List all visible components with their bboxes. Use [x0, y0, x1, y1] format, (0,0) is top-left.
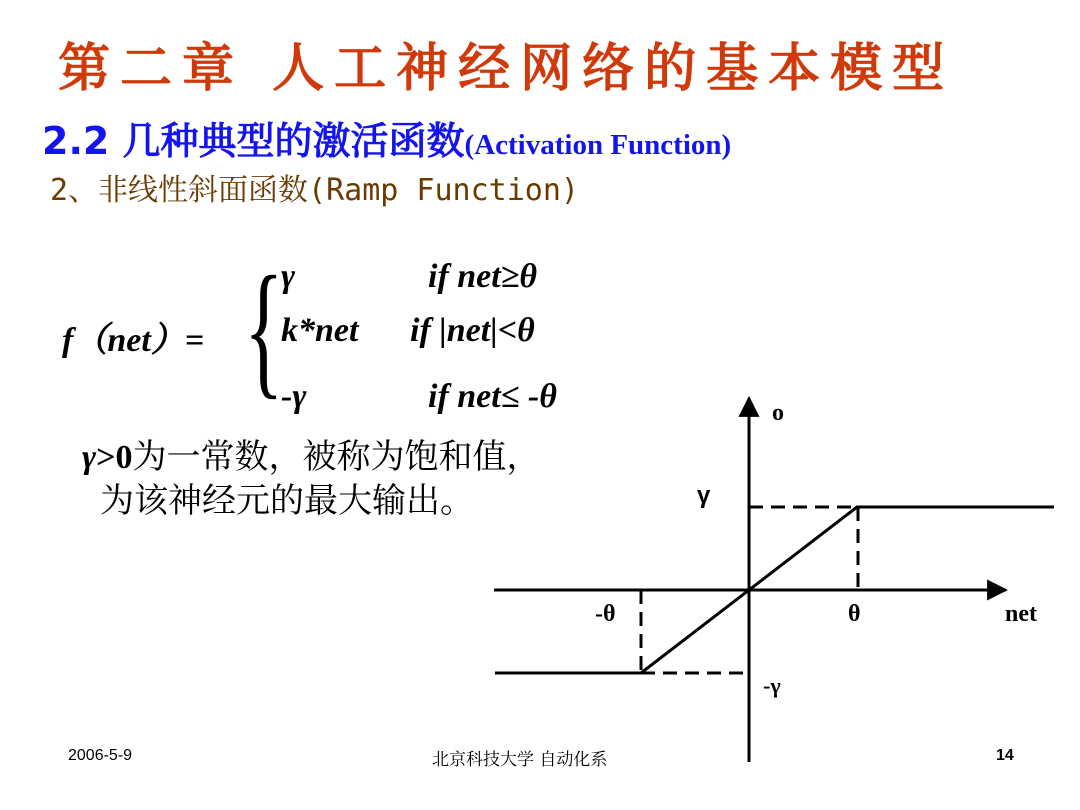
formula-brace: { — [244, 246, 284, 412]
footer-date: 2006-5-9 — [68, 747, 133, 764]
subtitle: 2、非线性斜面函数(Ramp Function) — [50, 173, 579, 208]
x-tick-theta: θ — [848, 601, 861, 627]
formula-lhs: f（net）= — [62, 322, 205, 359]
gt-zero: >0 — [96, 439, 133, 476]
description-text-1: 为一常数，被称为饱和值， — [132, 437, 541, 477]
x-tick-neg-theta: -θ — [595, 601, 616, 627]
description-line-2: 为该神经元的最大输出。 — [100, 480, 474, 521]
section-title-en: (Activation Function) — [464, 129, 732, 161]
case-2-condition: if |net|<θ — [410, 312, 535, 349]
y-axis-label: o — [772, 400, 784, 426]
case-1-value: γ — [281, 258, 296, 295]
page-number: 14 — [996, 747, 1014, 764]
y-tick-gamma: γ — [697, 482, 711, 509]
footer-organization: 北京科技大学 自动化系 — [432, 750, 608, 770]
section-title-zh: 2.2 几种典型的激活函数 — [42, 119, 465, 163]
case-2-value: k*net — [281, 312, 359, 349]
x-axis-label: net — [1005, 601, 1037, 627]
case-3-value: -γ — [281, 378, 307, 415]
chapter-title: 第二章 人工神经网络的基本模型 — [58, 38, 955, 99]
case-3-condition: if net≤ -θ — [428, 378, 557, 415]
gamma-symbol: γ — [82, 439, 97, 476]
case-1-condition: if net≥θ — [428, 258, 538, 295]
y-tick-neg-gamma: -γ — [763, 673, 781, 698]
